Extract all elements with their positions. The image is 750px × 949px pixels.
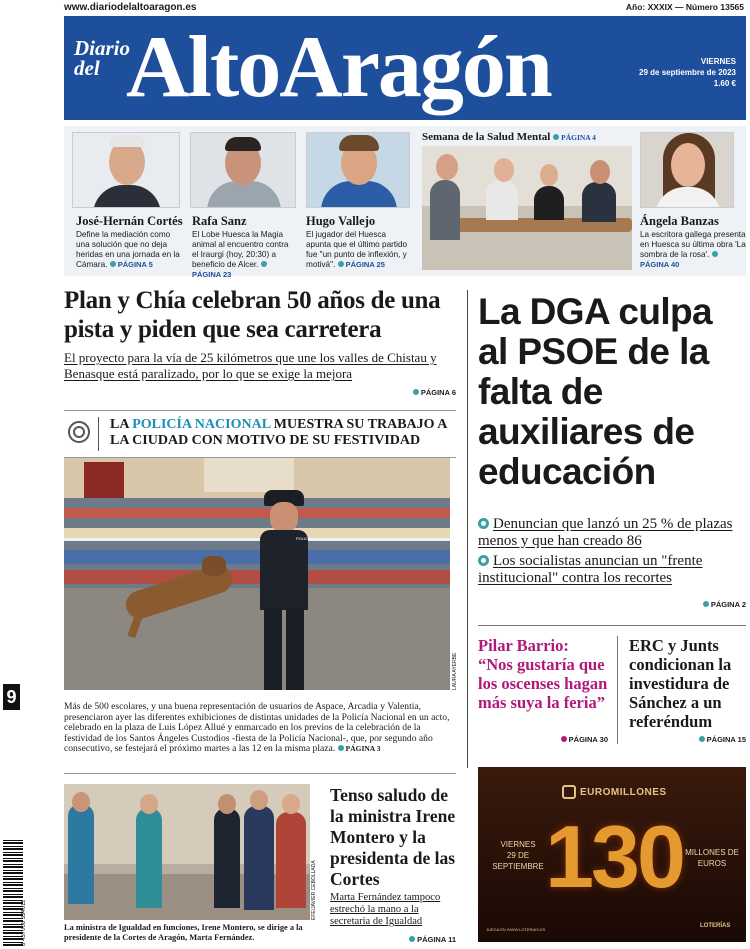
- teaser-text: El jugador del Huesca apunta que el último partido fue "un punto de inflexión, y motivá". PÁGINA 25: [306, 230, 408, 269]
- policia-photo: POLICÍA: [64, 458, 450, 690]
- dga-bullet: Los socialistas anuncian un "frente institucional" contra los recortes: [478, 553, 703, 586]
- issue-number: Año: XXXIX — Número 13565: [625, 2, 744, 12]
- portrait-cortes: [72, 132, 180, 208]
- camera-icon: [68, 421, 90, 443]
- page-ref: PÁGINA 30: [540, 735, 608, 744]
- lottery-footer: JUEGA EN WWW.LOTERIAS.ES: [486, 927, 546, 932]
- photo-credit: LAURA AYERBE: [452, 652, 458, 690]
- teaser-name: José-Hernán Cortés: [76, 214, 183, 228]
- subhead-tenso-saludo: Marta Fernández tampoco estrechó la mano a la secretaria de Igualdad: [330, 892, 441, 927]
- montero-photo: [64, 784, 310, 920]
- euromillones-icon: [562, 785, 576, 799]
- montero-caption: La ministra de Igualdad en funciones, Irene Montero, se dirige a la presidente de la Cortes de Aragón, Marta Fernández.: [64, 923, 303, 942]
- euromillones-brand: EUROMILLONES: [580, 787, 667, 798]
- masthead: [64, 16, 746, 120]
- jackpot-amount: 130: [545, 807, 683, 906]
- euromillones-ad[interactable]: [478, 767, 746, 942]
- dga-bullet: Denuncian que lanzó un 25 % de plazas menos y que han creado 86: [478, 516, 733, 549]
- page-ref: PÁGINA 11: [380, 935, 456, 944]
- column-rule: [467, 290, 468, 768]
- barcode: 8 437008 334011: [3, 838, 29, 946]
- newspaper-logo: AltoAragón: [126, 19, 551, 116]
- top-line: [64, 2, 744, 16]
- website-url[interactable]: www.diariodelaltoaragon.es: [64, 2, 197, 13]
- teaser-text: La escritora gallega presenta en Huesca su última obra 'La sombra de la rosa'. PÁGINA 40: [640, 230, 746, 269]
- teaser-text: Define la mediación como una solución que no deja heridas en una jornada en la Cámara. PÁGINA 5: [76, 230, 180, 269]
- headline-dga[interactable]: La DGA culpa al PSOE de la falta de auxiliares de educación: [478, 291, 713, 492]
- divider: [617, 636, 618, 744]
- headline-plan-chia[interactable]: Plan y Chía celebran 50 años de una pista y piden que sea carretera: [64, 287, 441, 343]
- page-ref: PÁGINA 2: [650, 600, 746, 609]
- teaser-text: El Lobe Huesca la Magia animal al encuentro contra el Iraurgi (hoy, 20:30) a beneficio de Alcer. PÁGINA 23: [192, 230, 289, 279]
- portrait-sanz: [190, 132, 296, 208]
- lottery-date: VIERNES 29 DE SEPTIEMBRE: [492, 840, 544, 871]
- headline-pilar-barrio[interactable]: Pilar Barrio: “Nos gustaría que los oscenses hagan más suya la feria”: [478, 636, 608, 712]
- page-ref: PÁGINA 15: [680, 735, 746, 744]
- dga-bullets: [478, 516, 746, 587]
- salud-mental-title[interactable]: Semana de la Salud Mental PÁGINA 4: [422, 131, 596, 143]
- masthead-date: VIERNES 29 de septiembre de 2023 1.60 €: [639, 57, 736, 88]
- policia-bar: [64, 410, 456, 458]
- page-ref: PÁGINA 6: [350, 388, 456, 397]
- policia-headline[interactable]: LA POLICÍA NACIONAL MUESTRA SU TRABAJO A LA CIUDAD CON MOTIVO DE SU FESTIVIDAD: [110, 417, 447, 448]
- divider: [64, 773, 456, 774]
- jackpot-unit: MILLONES DE EUROS: [685, 848, 739, 868]
- photo-credit: EFE/JAVIER CEBOLLADA: [311, 860, 317, 920]
- teaser-name: Ángela Banzas: [640, 214, 719, 228]
- headline-erc-junts[interactable]: ERC y Junts condicionan la investidura de Sánchez a un referéndum: [629, 636, 732, 731]
- teaser-name: Rafa Sanz: [192, 214, 247, 228]
- policia-caption: Más de 500 escolares, y una buena representación de usuarios de Aspace, Arcadia y Valentia, presenciaron ayer las diferentes exhibiciones de distintas unidades de la Policía Nacional en un acto, celebrado en la plaza de Luis López Allué y enmarcado en los previos de la celebración de la festividad de los Santos Ángeles Custodios -fiesta de la Policía Nacional-, que, por segundo año consecutivo, se festejará el próximo martes a las 12 en la misma plaza. PÁGINA 3: [64, 701, 450, 754]
- loterias-logo: LOTERÍAS: [700, 923, 731, 929]
- teaser-name: Hugo Vallejo: [306, 214, 376, 228]
- portrait-vallejo: [306, 132, 410, 208]
- police-officer: [260, 530, 308, 610]
- divider: [478, 625, 746, 626]
- subhead-plan-chia: El proyecto para la vía de 25 kilómetros que une los valles de Chistau y Benasque está paralizado, por lo que se exige la mejora: [64, 350, 437, 381]
- headline-tenso-saludo[interactable]: Tenso saludo de la ministra Irene Montero y la presidenta de las Cortes: [330, 785, 456, 889]
- edition-number: 9: [3, 684, 20, 710]
- masthead-diario: Diario del: [74, 36, 131, 80]
- portrait-banzas: [640, 132, 734, 208]
- salud-mental-photo: [422, 146, 632, 270]
